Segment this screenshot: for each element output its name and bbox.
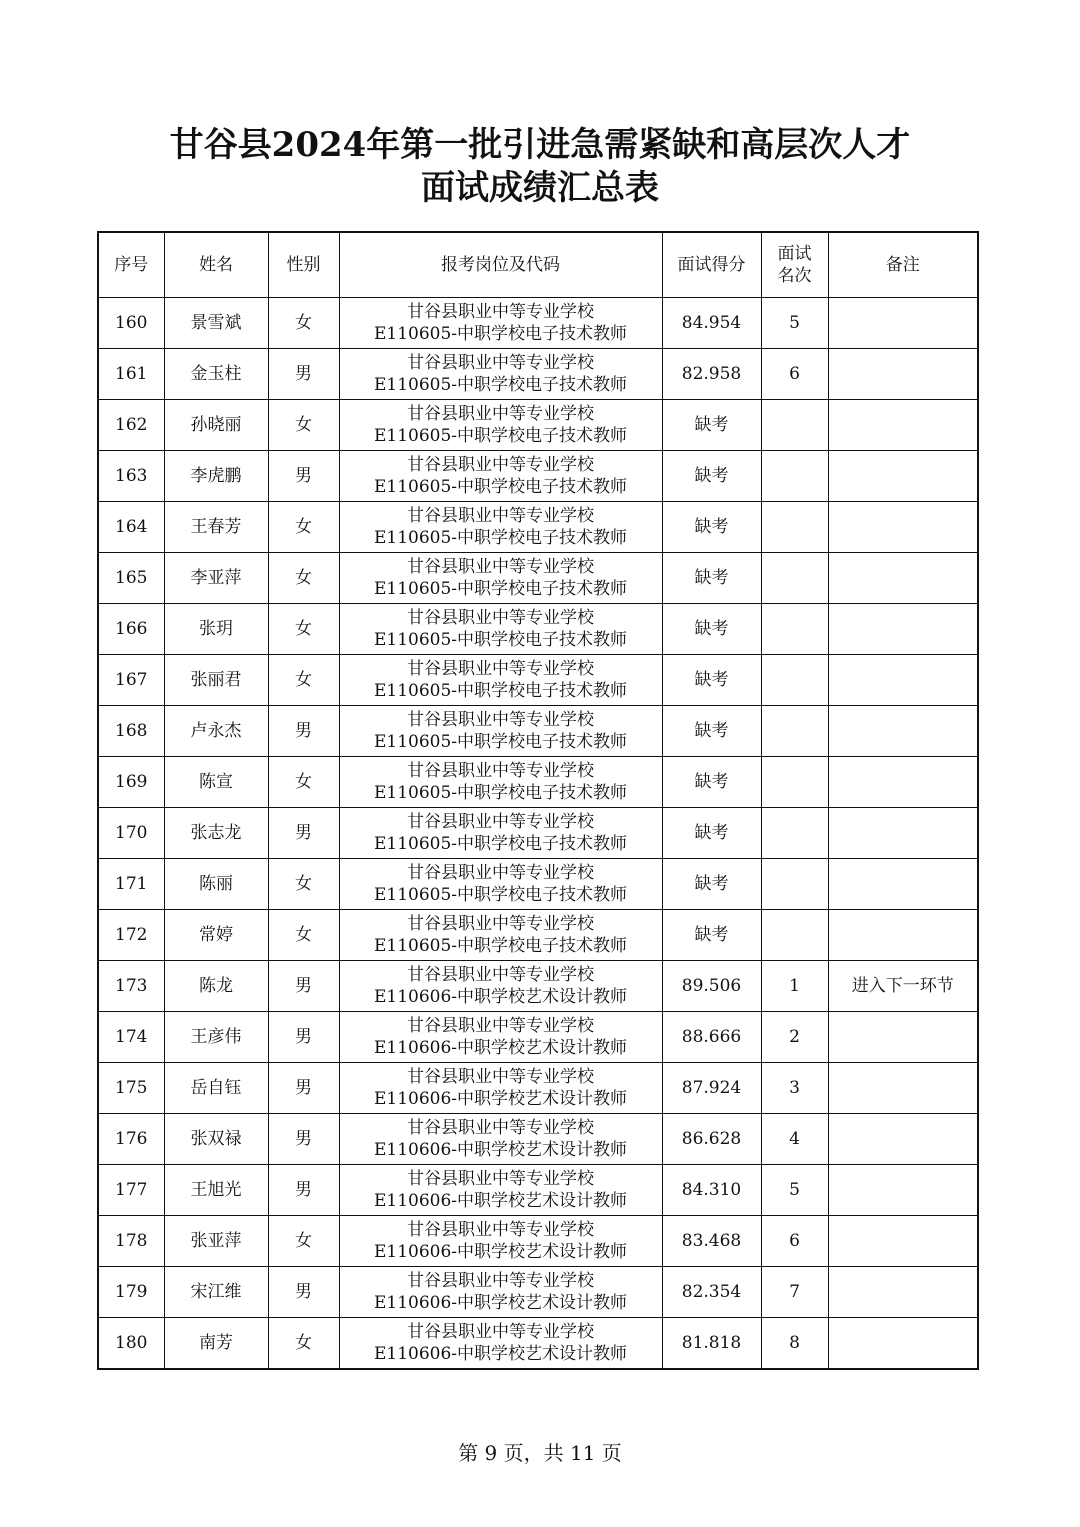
cell-gender: 男: [268, 1165, 339, 1216]
cell-score: 81.818: [662, 1318, 761, 1370]
header-gender: 性别: [268, 232, 339, 298]
cell-score: 缺考: [662, 808, 761, 859]
cell-rank: 7: [761, 1267, 828, 1318]
position-code: E110606-中职学校艺术设计教师: [373, 1038, 628, 1058]
cell-note: [828, 298, 978, 349]
cell-seq: 169: [98, 757, 164, 808]
position-code: E110605-中职学校电子技术教师: [373, 732, 628, 752]
cell-seq: 172: [98, 910, 164, 961]
cell-name: 景雪斌: [164, 298, 268, 349]
interview-results-table: [97, 231, 979, 1370]
cell-gender: 男: [268, 451, 339, 502]
document-title-line1: 甘谷县2024年第一批引进急需紧缺和高层次人才: [169, 125, 911, 165]
table-row: [98, 706, 978, 757]
position-code: E110605-中职学校电子技术教师: [373, 426, 628, 446]
table-row: [98, 1267, 978, 1318]
cell-seq: 178: [98, 1216, 164, 1267]
document-title-line2: 面试成绩汇总表: [421, 168, 659, 208]
header-score: 面试得分: [662, 232, 761, 298]
cell-name: 李虎鹏: [164, 451, 268, 502]
position-code: E110605-中职学校电子技术教师: [373, 783, 628, 803]
position-unit: 甘谷县职业中等专业学校: [407, 914, 594, 934]
cell-name: 陈丽: [164, 859, 268, 910]
position-code: E110605-中职学校电子技术教师: [373, 477, 628, 497]
table-row: [98, 961, 978, 1012]
cell-note: [828, 757, 978, 808]
cell-gender: 女: [268, 604, 339, 655]
cell-seq: 175: [98, 1063, 164, 1114]
cell-score: 82.354: [662, 1267, 761, 1318]
cell-rank: [761, 400, 828, 451]
cell-score: 缺考: [662, 910, 761, 961]
cell-position: [339, 859, 662, 910]
header-note: 备注: [828, 232, 978, 298]
position-unit: 甘谷县职业中等专业学校: [407, 608, 594, 628]
position-unit: 甘谷县职业中等专业学校: [407, 1016, 594, 1036]
header-rank-line1: 面试: [777, 244, 812, 264]
cell-seq: 179: [98, 1267, 164, 1318]
cell-rank: [761, 859, 828, 910]
table-body: [98, 298, 978, 1370]
position-unit: 甘谷县职业中等专业学校: [407, 1220, 594, 1240]
cell-note: [828, 1216, 978, 1267]
cell-gender: 男: [268, 349, 339, 400]
position-code: E110605-中职学校电子技术教师: [373, 630, 628, 650]
table-row: [98, 502, 978, 553]
cell-seq: 167: [98, 655, 164, 706]
cell-note: [828, 553, 978, 604]
cell-score: 84.310: [662, 1165, 761, 1216]
cell-name: 王旭光: [164, 1165, 268, 1216]
position-unit: 甘谷县职业中等专业学校: [407, 1271, 594, 1291]
cell-seq: 163: [98, 451, 164, 502]
cell-rank: [761, 604, 828, 655]
cell-rank: [761, 655, 828, 706]
cell-score: 缺考: [662, 706, 761, 757]
cell-name: 张亚萍: [164, 1216, 268, 1267]
cell-note: [828, 808, 978, 859]
cell-score: 82.958: [662, 349, 761, 400]
cell-gender: 男: [268, 808, 339, 859]
cell-name: 南芳: [164, 1318, 268, 1370]
position-code: E110605-中职学校电子技术教师: [373, 834, 628, 854]
table-row: [98, 859, 978, 910]
cell-gender: 女: [268, 553, 339, 604]
cell-name: 张玥: [164, 604, 268, 655]
cell-note: [828, 1165, 978, 1216]
cell-note: [828, 349, 978, 400]
cell-seq: 170: [98, 808, 164, 859]
cell-gender: 男: [268, 1012, 339, 1063]
table-header-row: [98, 232, 978, 298]
cell-note: [828, 1267, 978, 1318]
cell-note: [828, 655, 978, 706]
cell-rank: 8: [761, 1318, 828, 1370]
cell-name: 陈宣: [164, 757, 268, 808]
cell-rank: 1: [761, 961, 828, 1012]
table-row: [98, 298, 978, 349]
cell-position: [339, 1318, 662, 1370]
position-code: E110606-中职学校艺术设计教师: [373, 1089, 628, 1109]
cell-position: [339, 1114, 662, 1165]
position-code: E110605-中职学校电子技术教师: [373, 936, 628, 956]
cell-rank: [761, 502, 828, 553]
cell-position: [339, 451, 662, 502]
cell-score: 缺考: [662, 655, 761, 706]
cell-seq: 161: [98, 349, 164, 400]
cell-position: [339, 604, 662, 655]
position-code: E110606-中职学校艺术设计教师: [373, 1242, 628, 1262]
cell-name: 卢永杰: [164, 706, 268, 757]
position-code: E110606-中职学校艺术设计教师: [373, 1140, 628, 1160]
cell-position: [339, 757, 662, 808]
position-unit: 甘谷县职业中等专业学校: [407, 353, 594, 373]
page-footer: 第 9 页，共 11 页: [458, 1441, 622, 1465]
position-unit: 甘谷县职业中等专业学校: [407, 710, 594, 730]
cell-name: 李亚萍: [164, 553, 268, 604]
cell-seq: 162: [98, 400, 164, 451]
cell-gender: 女: [268, 502, 339, 553]
cell-gender: 女: [268, 298, 339, 349]
header-rank-line2: 名次: [777, 266, 812, 286]
cell-name: 孙晓丽: [164, 400, 268, 451]
cell-note: [828, 1063, 978, 1114]
cell-seq: 180: [98, 1318, 164, 1370]
cell-score: 缺考: [662, 553, 761, 604]
position-code: E110605-中职学校电子技术教师: [373, 375, 628, 395]
cell-gender: 女: [268, 1318, 339, 1370]
cell-position: [339, 1267, 662, 1318]
cell-position: [339, 1165, 662, 1216]
cell-position: [339, 553, 662, 604]
cell-seq: 165: [98, 553, 164, 604]
position-code: E110606-中职学校艺术设计教师: [373, 1191, 628, 1211]
table-row: [98, 553, 978, 604]
table-row: [98, 349, 978, 400]
header-seq: 序号: [98, 232, 164, 298]
cell-name: 金玉柱: [164, 349, 268, 400]
header-position: 报考岗位及代码: [339, 232, 662, 298]
cell-rank: 4: [761, 1114, 828, 1165]
cell-position: [339, 961, 662, 1012]
cell-name: 陈龙: [164, 961, 268, 1012]
position-code: E110605-中职学校电子技术教师: [373, 324, 628, 344]
cell-score: 缺考: [662, 859, 761, 910]
position-code: E110606-中职学校艺术设计教师: [373, 1293, 628, 1313]
table-row: [98, 1114, 978, 1165]
cell-seq: 173: [98, 961, 164, 1012]
position-code: E110605-中职学校电子技术教师: [373, 885, 628, 905]
position-code: E110605-中职学校电子技术教师: [373, 681, 628, 701]
table-row: [98, 808, 978, 859]
cell-note: [828, 706, 978, 757]
cell-seq: 176: [98, 1114, 164, 1165]
table-row: [98, 451, 978, 502]
cell-position: [339, 400, 662, 451]
cell-score: 缺考: [662, 502, 761, 553]
table-row: [98, 910, 978, 961]
cell-position: [339, 298, 662, 349]
cell-seq: 160: [98, 298, 164, 349]
cell-rank: [761, 910, 828, 961]
cell-gender: 女: [268, 1216, 339, 1267]
position-unit: 甘谷县职业中等专业学校: [407, 812, 594, 832]
cell-gender: 女: [268, 910, 339, 961]
cell-note: [828, 451, 978, 502]
position-unit: 甘谷县职业中等专业学校: [407, 659, 594, 679]
cell-seq: 171: [98, 859, 164, 910]
cell-score: 89.506: [662, 961, 761, 1012]
cell-note: [828, 1114, 978, 1165]
cell-gender: 男: [268, 1114, 339, 1165]
cell-position: [339, 1012, 662, 1063]
cell-score: 87.924: [662, 1063, 761, 1114]
position-unit: 甘谷县职业中等专业学校: [407, 1067, 594, 1087]
cell-gender: 女: [268, 859, 339, 910]
position-code: E110605-中职学校电子技术教师: [373, 528, 628, 548]
cell-position: [339, 910, 662, 961]
cell-seq: 174: [98, 1012, 164, 1063]
header-name: 姓名: [164, 232, 268, 298]
cell-gender: 女: [268, 400, 339, 451]
cell-seq: 166: [98, 604, 164, 655]
position-unit: 甘谷县职业中等专业学校: [407, 965, 594, 985]
table-row: [98, 1063, 978, 1114]
position-unit: 甘谷县职业中等专业学校: [407, 1118, 594, 1138]
cell-name: 张丽君: [164, 655, 268, 706]
cell-score: 缺考: [662, 451, 761, 502]
cell-position: [339, 1216, 662, 1267]
cell-gender: 男: [268, 961, 339, 1012]
cell-rank: 5: [761, 298, 828, 349]
table-row: [98, 1012, 978, 1063]
cell-seq: 168: [98, 706, 164, 757]
cell-rank: 2: [761, 1012, 828, 1063]
position-unit: 甘谷县职业中等专业学校: [407, 1169, 594, 1189]
header-rank: [761, 232, 828, 298]
cell-note: [828, 604, 978, 655]
cell-seq: 177: [98, 1165, 164, 1216]
cell-name: 王春芳: [164, 502, 268, 553]
cell-note: [828, 1012, 978, 1063]
table-row: [98, 1216, 978, 1267]
table-row: [98, 655, 978, 706]
cell-rank: 6: [761, 349, 828, 400]
cell-position: [339, 349, 662, 400]
cell-rank: [761, 553, 828, 604]
position-unit: 甘谷县职业中等专业学校: [407, 1322, 594, 1342]
cell-note: [828, 859, 978, 910]
position-unit: 甘谷县职业中等专业学校: [407, 455, 594, 475]
cell-gender: 女: [268, 655, 339, 706]
cell-gender: 女: [268, 757, 339, 808]
cell-rank: [761, 808, 828, 859]
cell-name: 张双禄: [164, 1114, 268, 1165]
table-row: [98, 1165, 978, 1216]
position-unit: 甘谷县职业中等专业学校: [407, 863, 594, 883]
cell-note: 进入下一环节: [828, 961, 978, 1012]
cell-note: [828, 1318, 978, 1370]
cell-seq: 164: [98, 502, 164, 553]
position-code: E110605-中职学校电子技术教师: [373, 579, 628, 599]
cell-rank: 6: [761, 1216, 828, 1267]
table-row: [98, 757, 978, 808]
cell-rank: [761, 757, 828, 808]
cell-score: 缺考: [662, 757, 761, 808]
table-row: [98, 604, 978, 655]
cell-score: 缺考: [662, 604, 761, 655]
cell-score: 88.666: [662, 1012, 761, 1063]
cell-position: [339, 502, 662, 553]
cell-gender: 男: [268, 706, 339, 757]
cell-gender: 男: [268, 1063, 339, 1114]
cell-note: [828, 400, 978, 451]
cell-position: [339, 808, 662, 859]
cell-note: [828, 502, 978, 553]
table-row: [98, 1318, 978, 1370]
position-unit: 甘谷县职业中等专业学校: [407, 557, 594, 577]
position-code: E110606-中职学校艺术设计教师: [373, 987, 628, 1007]
position-unit: 甘谷县职业中等专业学校: [407, 302, 594, 322]
cell-position: [339, 706, 662, 757]
cell-rank: [761, 706, 828, 757]
position-unit: 甘谷县职业中等专业学校: [407, 506, 594, 526]
cell-name: 王彦伟: [164, 1012, 268, 1063]
cell-name: 常婷: [164, 910, 268, 961]
cell-rank: [761, 451, 828, 502]
cell-note: [828, 910, 978, 961]
position-unit: 甘谷县职业中等专业学校: [407, 761, 594, 781]
cell-score: 83.468: [662, 1216, 761, 1267]
cell-position: [339, 655, 662, 706]
table-row: [98, 400, 978, 451]
cell-name: 张志龙: [164, 808, 268, 859]
cell-position: [339, 1063, 662, 1114]
cell-score: 缺考: [662, 400, 761, 451]
cell-name: 宋江维: [164, 1267, 268, 1318]
position-unit: 甘谷县职业中等专业学校: [407, 404, 594, 424]
cell-rank: 5: [761, 1165, 828, 1216]
cell-gender: 男: [268, 1267, 339, 1318]
cell-name: 岳自钰: [164, 1063, 268, 1114]
cell-rank: 3: [761, 1063, 828, 1114]
cell-score: 86.628: [662, 1114, 761, 1165]
position-code: E110606-中职学校艺术设计教师: [373, 1344, 628, 1364]
cell-score: 84.954: [662, 298, 761, 349]
